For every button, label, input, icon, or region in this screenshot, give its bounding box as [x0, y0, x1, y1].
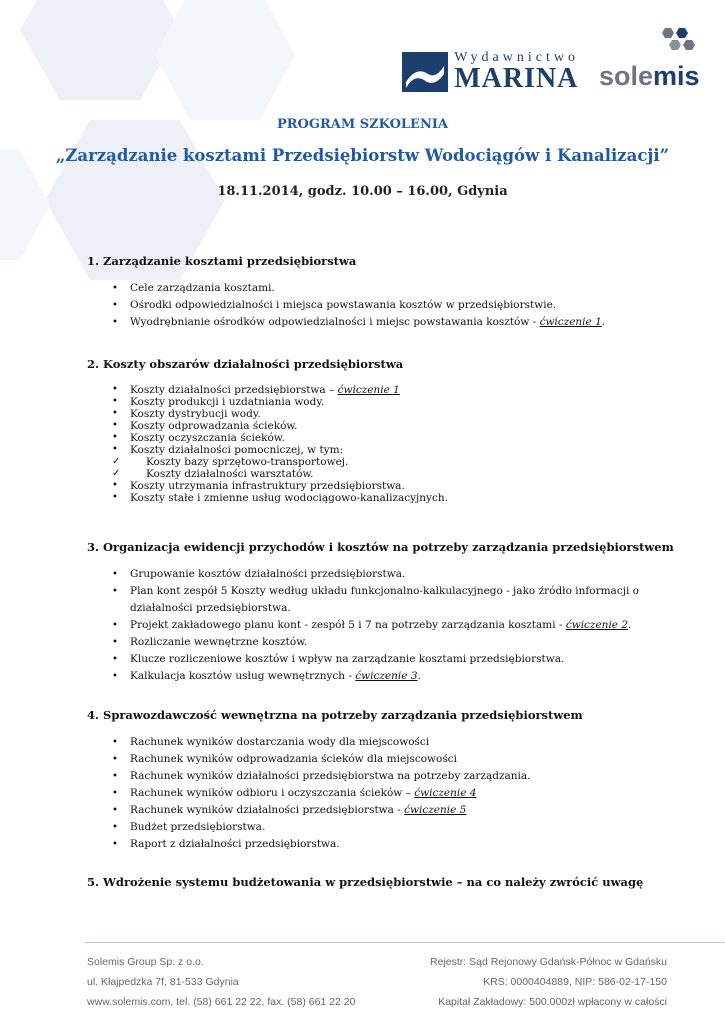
program-label: PROGRAM SZKOLENIA	[276, 117, 449, 132]
checkmark-icon: ✓	[112, 468, 121, 479]
list-item-text: Rachunek wyników odprowadzania ścieków dla miejscowości	[130, 753, 457, 765]
list-item-suffix: .	[417, 670, 421, 682]
list-item	[112, 617, 652, 634]
list-item-suffix: .	[628, 619, 632, 631]
date-line: 18.11.2014, godz. 10.00 – 16.00, Gdynia	[217, 184, 508, 199]
footer-krs-nip: KRS: 0000404889, NIP: 586-02-17-150	[483, 976, 667, 988]
list-item-text: Kalkulacja kosztów usług wewnętrznych -	[130, 670, 356, 682]
list-item	[112, 420, 448, 432]
marina-logo-name: MARINA	[454, 63, 579, 94]
list-item-suffix: .	[601, 316, 606, 328]
list-item-text: Rozliczanie wewnętrzne kosztów.	[130, 636, 308, 648]
list-item-text: Koszty działalności pomocniczej, w tym:	[130, 444, 344, 456]
list-item	[112, 634, 652, 651]
footer-divider	[85, 942, 725, 943]
footer-address: ul. Kłajpedzka 7f, 81-533 Gdynia	[87, 976, 239, 988]
list-item-text: Koszty stałe i zmienne usług wodociągowo-kanalizacyjnych.	[130, 492, 448, 504]
list-item-text: Klucze rozliczeniowe kosztów i wpływ na zarządzanie kosztami przedsiębiorstwa.	[130, 653, 565, 665]
list-item	[112, 734, 530, 751]
sub-list-item	[112, 468, 448, 480]
list-item-text: Ośrodki odpowiedzialności i miejsca powstawania kosztów w przedsiębiorstwie.	[130, 299, 557, 311]
section-title-1: 1. Zarządzanie kosztami przedsiębiorstwa	[87, 254, 357, 268]
footer-row	[87, 992, 667, 1012]
list-item	[112, 297, 605, 314]
list-item	[112, 444, 448, 456]
marina-logo-top-text: Wydawnictwo	[454, 50, 579, 65]
footer-row	[87, 952, 667, 972]
section-title-3: 3. Organizacja ewidencji przychodów i kosztów na potrzeby zarządzania przedsiębiorstwem	[87, 540, 674, 554]
list-item	[112, 566, 652, 583]
sub-list-item	[112, 456, 448, 468]
footer-register: Rejestr: Sąd Rejonowy Gdańsk-Północ w Gdańsku	[430, 956, 667, 968]
checkmark-icon: ✓	[112, 456, 121, 467]
list-item-text: Cele zarządzania kosztami.	[130, 282, 275, 294]
section-4-list	[112, 734, 530, 853]
list-item	[112, 432, 448, 444]
list-item	[112, 651, 652, 668]
marina-wave-icon	[402, 52, 448, 92]
list-item	[112, 768, 530, 785]
solemis-wordmark	[599, 61, 700, 92]
list-item-text: Koszty oczyszczania ścieków.	[130, 432, 285, 444]
list-item-text: Raport z działalności przedsiębiorstwa.	[130, 838, 340, 850]
training-title: „Zarządzanie kosztami Przedsiębiorstw Wodociągów i Kanalizacji”	[55, 146, 670, 165]
footer-capital: Kapitał Zakładowy: 500.000zł wpłacony w całości	[438, 996, 667, 1008]
footer-company-name: Solemis Group Sp. z o.o.	[87, 956, 204, 968]
marina-logo	[402, 50, 579, 92]
list-item-text: Rachunek wyników działalności przedsiębiorstwa na potrzeby zarządzania.	[130, 770, 531, 782]
list-item-text: Rachunek wyników działalności przedsiębiorstwa -	[130, 804, 405, 816]
list-item	[112, 668, 652, 685]
exercise-link[interactable]: ćwiczenie 2	[565, 619, 629, 631]
list-item-text: Koszty działalności przedsiębiorstwa –	[130, 384, 338, 396]
list-item-text: Wyodrębnianie ośrodków odpowiedzialności i miejsc powstawania kosztów -	[130, 316, 540, 328]
solemis-wordmark-part1: sole	[599, 61, 654, 91]
list-item	[112, 802, 530, 819]
list-item-text: Koszty produkcji i uzdatniania wody.	[130, 396, 325, 408]
exercise-link[interactable]: ćwiczenie 1	[337, 384, 400, 396]
list-item-text: Plan kont zespół 5 Koszty według układu funkcjonalno-kalkulacyjnego - jako źródło informacji o działalności przedsiębiorstwa.	[130, 585, 639, 614]
list-item-text: Projekt zakładowego planu kont - zespół 5 i 7 na potrzeby zarządzania kosztami -	[130, 619, 566, 631]
list-item	[112, 384, 448, 396]
list-item	[112, 819, 530, 836]
list-item-text: Grupowanie kosztów działalności przedsiębiorstwa.	[130, 568, 406, 580]
list-item	[112, 314, 605, 331]
list-item-text: Koszty odprowadzania ścieków.	[130, 420, 298, 432]
list-item-text: Rachunek wyników dostarczania wody dla miejscowości	[130, 736, 430, 748]
list-item-text: Koszty utrzymania infrastruktury przedsiębiorstwa.	[130, 480, 405, 492]
list-item	[112, 785, 530, 802]
exercise-link[interactable]: ćwiczenie 4	[414, 787, 477, 799]
header-logos	[402, 28, 700, 94]
solemis-wordmark-part2: mis	[653, 61, 700, 91]
list-item	[112, 396, 448, 408]
footer	[87, 952, 667, 1012]
exercise-link[interactable]: ćwiczenie 3	[355, 670, 418, 682]
section-title-4: 4. Sprawozdawczość wewnętrzna na potrzeby zarządzania przedsiębiorstwem	[87, 708, 583, 722]
list-item-text: Budżet przedsiębiorstwa.	[130, 821, 266, 833]
sub-item-text: Koszty działalności warsztatów.	[146, 468, 314, 480]
solemis-logo	[599, 28, 700, 92]
section-2-list	[112, 384, 448, 504]
list-item	[112, 492, 448, 504]
footer-row	[87, 972, 667, 992]
section-title-5: 5. Wdrożenie systemu budżetowania w przedsiębiorstwie – na co należy zwrócić uwagę	[87, 875, 644, 889]
list-item-text: Rachunek wyników odbioru i oczyszczania ścieków –	[130, 787, 415, 799]
section-1-list	[112, 280, 605, 331]
list-item	[112, 836, 530, 853]
list-item	[112, 583, 652, 617]
list-item	[112, 751, 530, 768]
sub-item-text: Koszty bazy sprzętowo-transportowej.	[146, 456, 349, 468]
section-3-list	[112, 566, 652, 685]
footer-contact: www.solemis.com, tel. (58) 661 22 22, fax. (58) 661 22 20	[87, 996, 356, 1008]
list-item	[112, 280, 605, 297]
exercise-link[interactable]: ćwiczenie 5	[404, 804, 467, 816]
section-title-2: 2. Koszty obszarów działalności przedsiębiorstwa	[87, 357, 404, 371]
solemis-hexagon-icon	[655, 28, 695, 54]
list-item-text: Koszty dystrybucji wody.	[130, 408, 261, 420]
list-item	[112, 408, 448, 420]
exercise-link[interactable]: ćwiczenie 1	[539, 316, 602, 328]
list-item	[112, 480, 448, 492]
